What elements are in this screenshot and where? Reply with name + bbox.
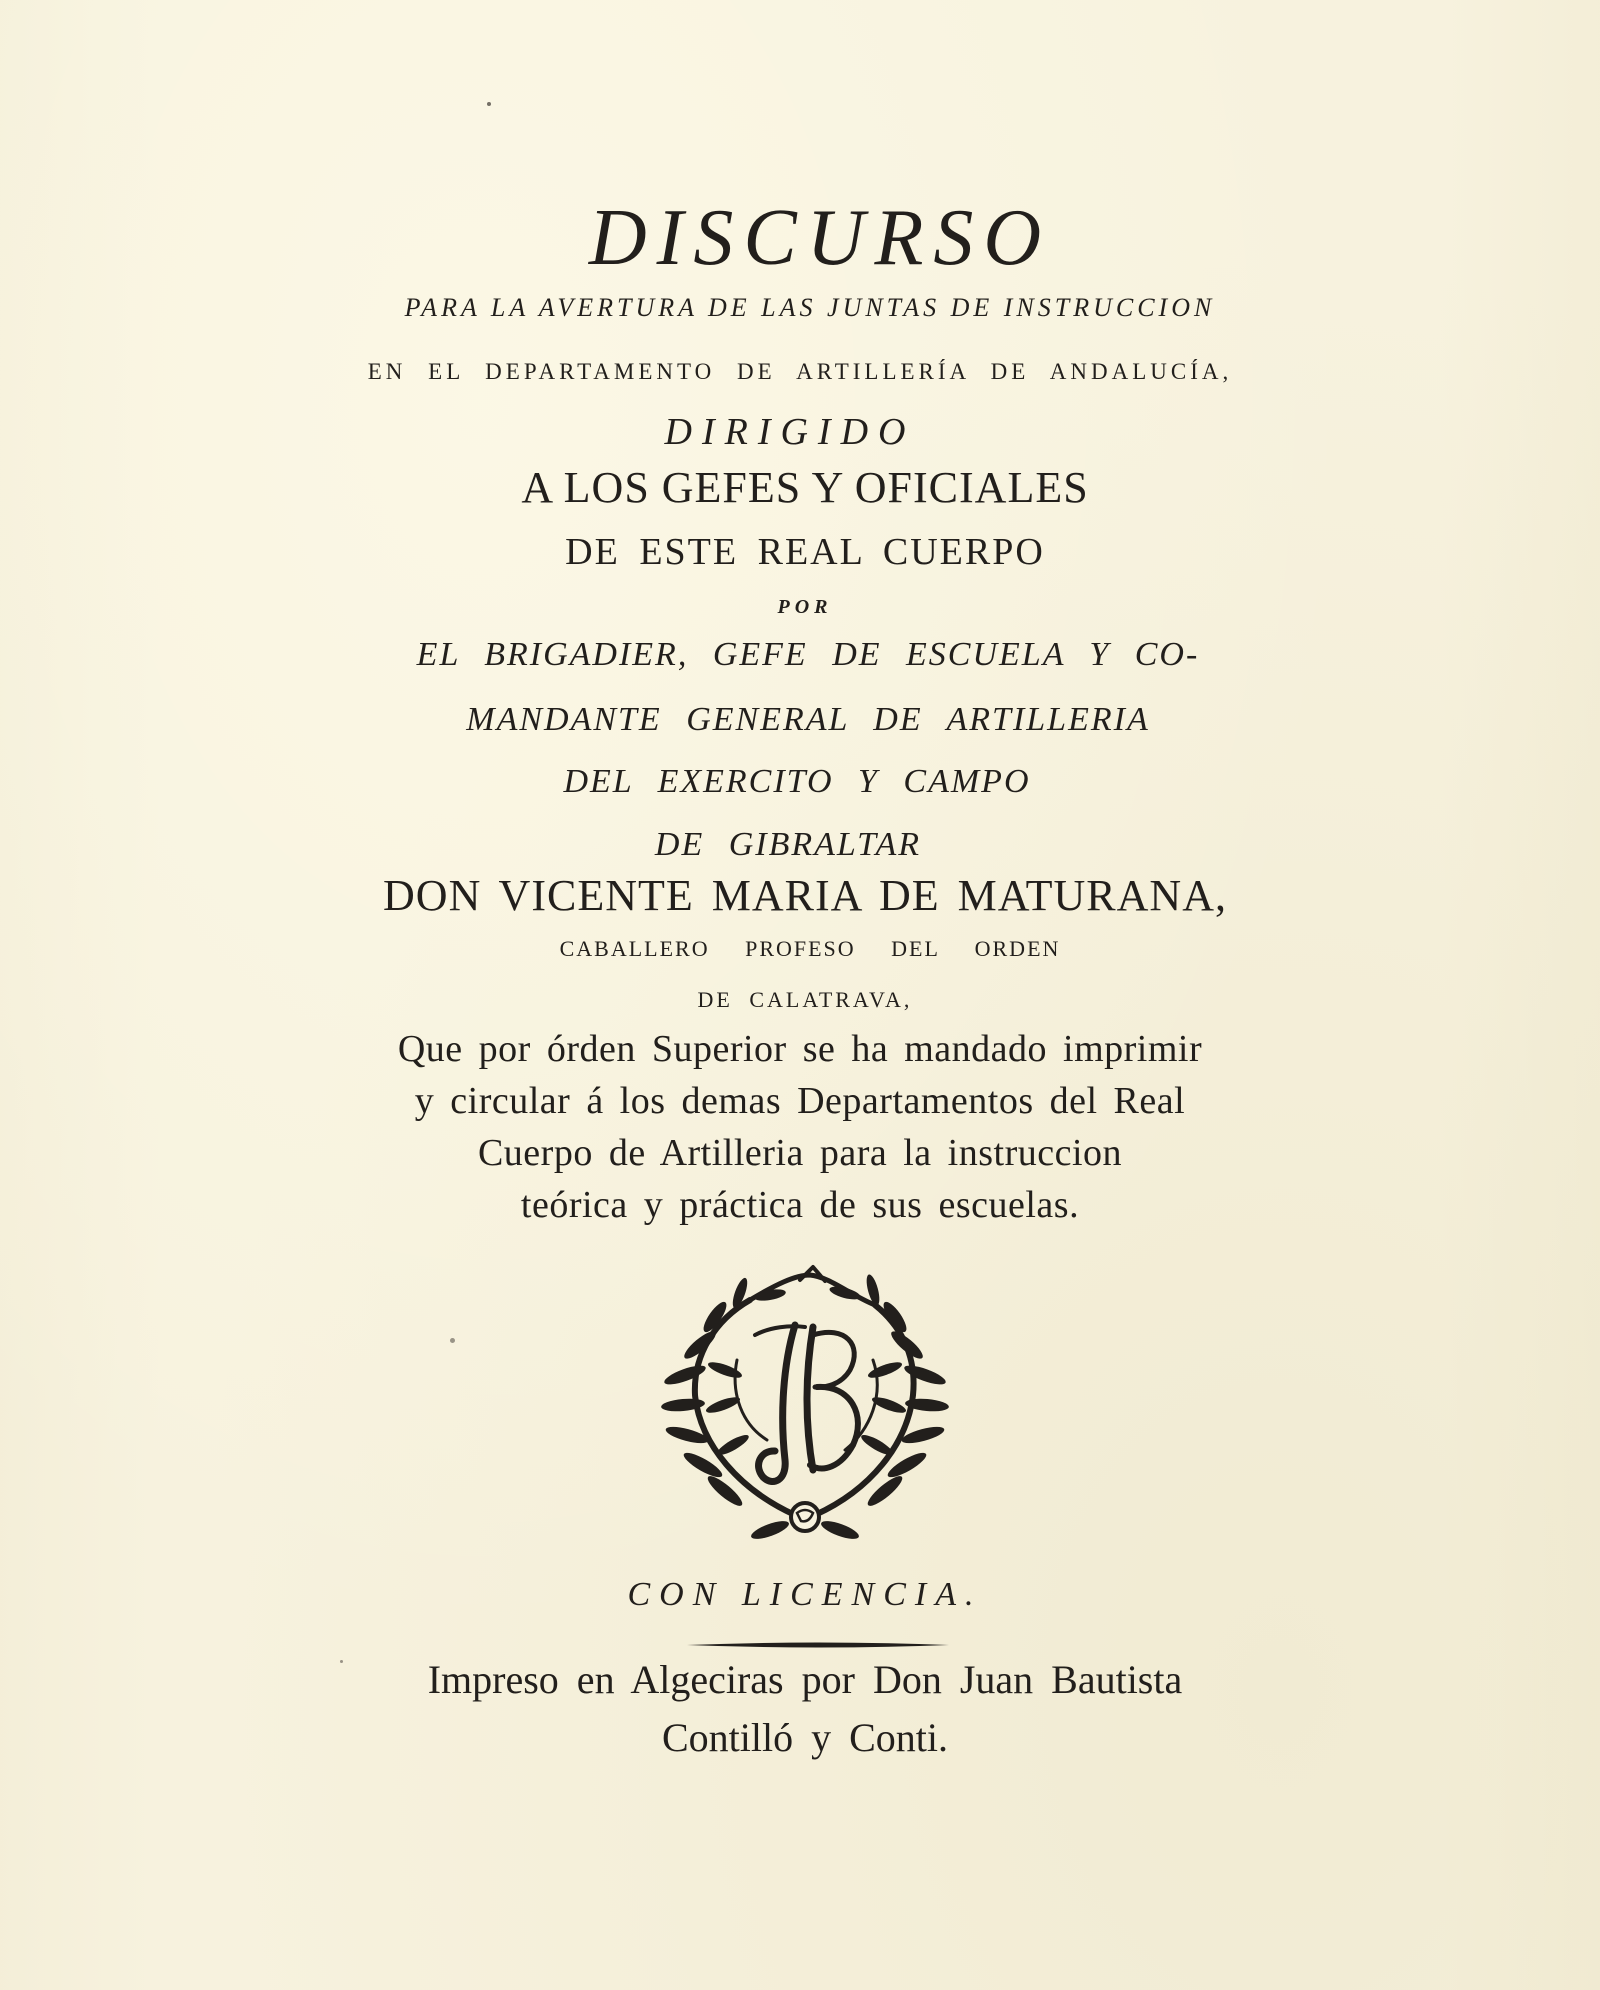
addressee-line-1: A LOS GEFES Y OFICIALES <box>521 463 1089 512</box>
subtitle-line-1: PARA LA AVERTURA DE LAS JUNTAS DE INSTRUCCION <box>404 293 1216 322</box>
ink-speck <box>450 1338 455 1343</box>
ink-speck <box>340 1660 343 1663</box>
dirigido-heading: DIRIGIDO <box>664 411 916 453</box>
order-line-1: CABALLERO PROFESO DEL ORDEN <box>559 936 1061 961</box>
body-line-3: Cuerpo de Artilleria para la instruccion <box>477 1132 1123 1174</box>
ink-speck <box>487 102 491 106</box>
body-line-4: teórica y práctica de sus escuelas. <box>520 1184 1080 1226</box>
decorative-rule <box>687 1636 949 1644</box>
imprint-line-1: Impreso en Algeciras por Don Juan Bautista <box>427 1657 1183 1702</box>
document-title: DISCURSO <box>588 194 1052 282</box>
body-line-2: y circular á los demas Departamentos del Real <box>414 1080 1186 1122</box>
order-line-2: DE CALATRAVA, <box>697 987 913 1012</box>
por-label: POR <box>777 596 833 618</box>
author-name: DON VICENTE MARIA DE MATURANA, <box>383 871 1227 920</box>
wreath-monogram-icon <box>645 1255 965 1555</box>
license-notice: CON LICENCIA. <box>627 1576 983 1613</box>
author-title-line-3: DEL EXERCITO Y CAMPO <box>563 763 1031 800</box>
imprint-line-2: Contilló y Conti. <box>661 1715 949 1760</box>
author-title-line-1: EL BRIGADIER, GEFE DE ESCUELA Y CO- <box>416 636 1200 673</box>
author-title-line-2: MANDANTE GENERAL DE ARTILLERIA <box>466 701 1150 738</box>
author-title-line-4: DE GIBRALTAR <box>654 826 922 863</box>
addressee-line-2: DE ESTE REAL CUERPO <box>565 531 1045 573</box>
body-line-1: Que por órden Superior se ha mandado imprimir <box>397 1028 1203 1070</box>
subtitle-line-2: EN EL DEPARTAMENTO DE ARTILLERÍA DE ANDALUCÍA, <box>367 359 1233 384</box>
